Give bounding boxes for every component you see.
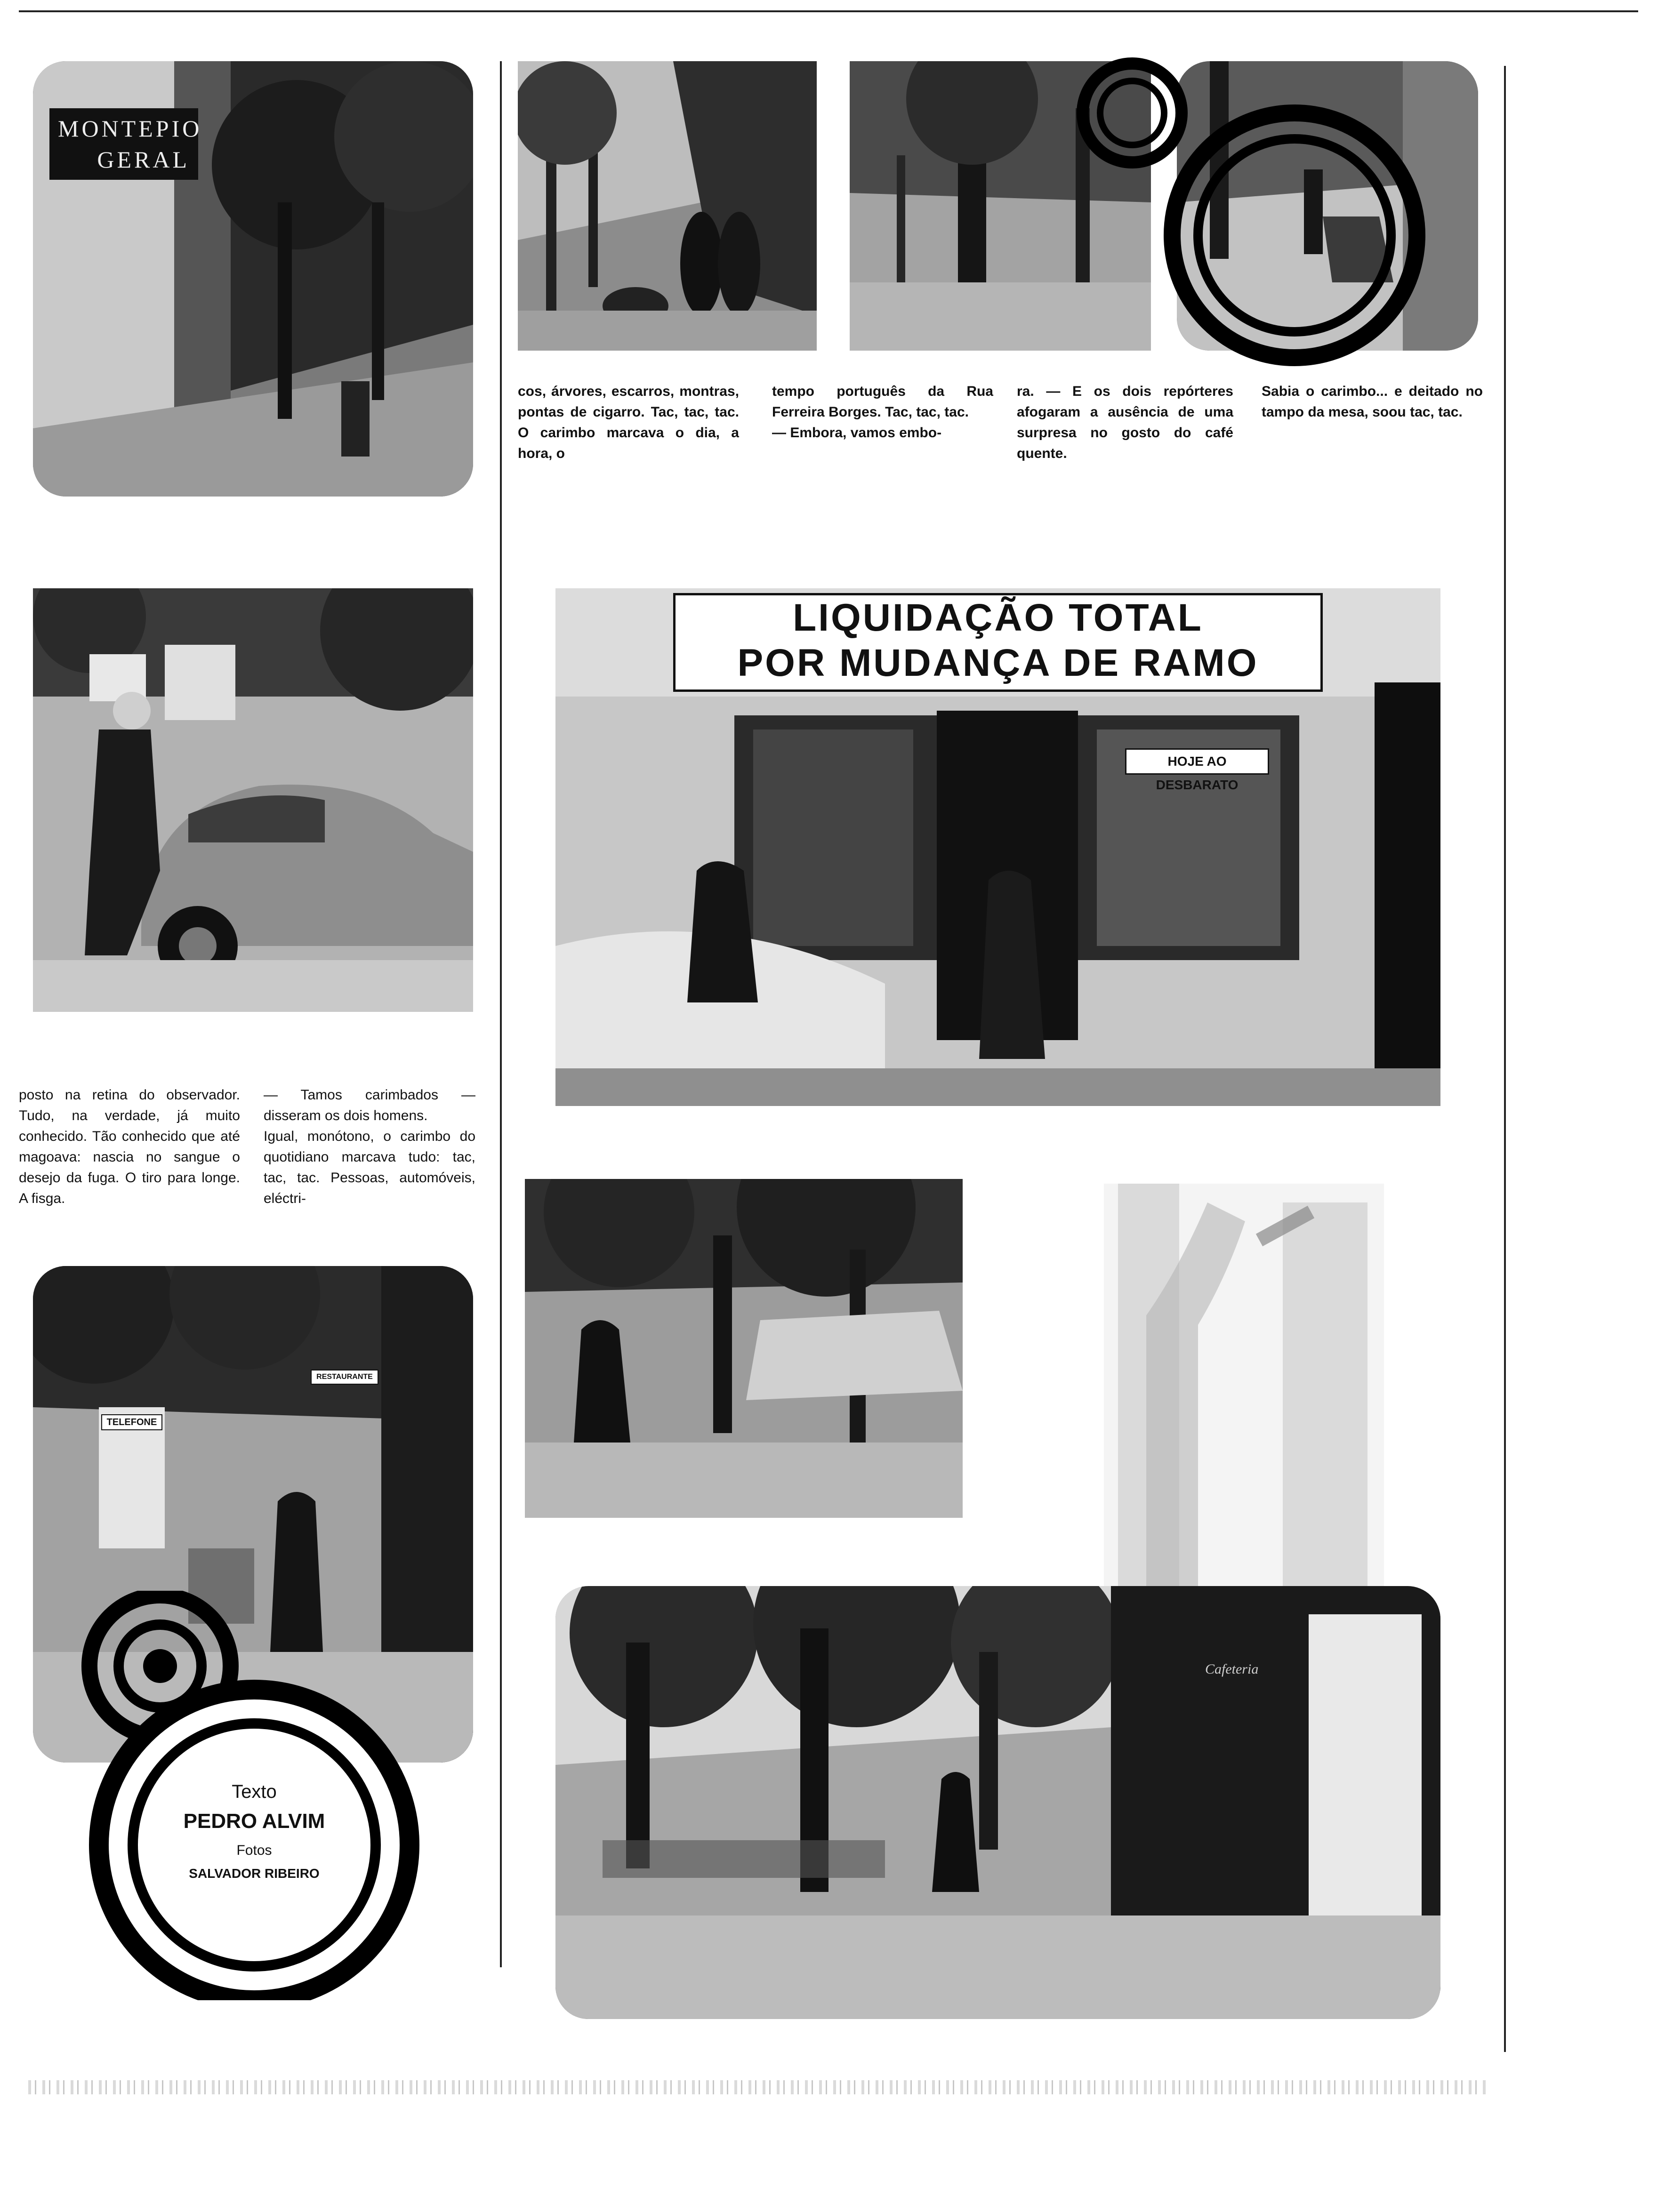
window-card: HOJE AO DESBARATO <box>1125 748 1269 775</box>
cafe-terrace-scene <box>555 1586 1440 2019</box>
credits-block <box>155 1767 353 1923</box>
photo-faded-strip <box>1104 1184 1384 1588</box>
text-column-top-1: cos, árvores, escarros, montras, pontas de cigarro. Tac, tac, tac. O carimbo marcava o dia, a hora, o <box>518 384 739 461</box>
photo-pavement-women <box>518 61 817 351</box>
restaurant-sign: RESTAURANTE <box>311 1370 378 1385</box>
cafe-sign: Cafeteria <box>1205 1661 1259 1677</box>
montepio-sign-line1: MONTEPIO <box>58 115 202 142</box>
top-rule <box>19 10 1638 12</box>
woman-walking-scene <box>525 1179 963 1518</box>
photo-cafe-terrace <box>555 1586 1440 2019</box>
credits-author: PEDRO ALVIM <box>183 1810 325 1833</box>
credits-photographer: SALVADOR RIBEIRO <box>189 1866 320 1881</box>
right-margin-line <box>1504 66 1506 2052</box>
text-column-left-2: — Tamos carimbados — disseram os dois homens. Igual, monótono, o carimbo do quotidiano marcava tudo: tac, tac, tac. Pessoas, automóveis, eléctri- <box>264 1087 475 1206</box>
pavement-scene <box>518 61 817 351</box>
column-divider <box>500 61 502 1967</box>
credits-fotos-label: Fotos <box>236 1843 272 1858</box>
photo-liquidacao-shop <box>555 588 1440 1106</box>
photo-volkswagen-scooter <box>33 588 473 1012</box>
montepio-sign-line2: GERAL <box>97 146 190 173</box>
banner-line-1: LIQUIDAÇÃO TOTAL <box>793 596 1203 639</box>
photo-woman-walking <box>525 1179 963 1518</box>
kiosk-label: TELEFONE <box>101 1414 162 1430</box>
text-column-left-1: posto na retina do observador. Tudo, na verdade, já muito conhecido. Tão conhecido que até magoava: nascia no sangue o desejo da fuga. O tiro para longe. A fisga. <box>19 1087 240 1206</box>
stamp-circles-icon <box>1022 42 1492 400</box>
banner-line-2: POR MUDANÇA DE RAMO <box>737 641 1259 684</box>
montepio-sign <box>49 108 202 180</box>
print-bleed-strip <box>28 2080 1488 2094</box>
text-column-top-4: Sabia o carimbo... e deitado no tampo da mesa, soou tac, tac. <box>1262 384 1483 420</box>
text-column-top-2: tempo português da Rua Ferreira Borges. Tac, tac, tac. — Embora, vamos embo- <box>772 384 993 441</box>
credits-texto-label: Texto <box>232 1781 277 1802</box>
photo-montepio-corner <box>33 61 473 497</box>
volkswagen-scene <box>33 588 473 1012</box>
liquidacao-banner <box>673 593 1323 692</box>
faded-scene <box>1104 1184 1384 1588</box>
text-column-top-3: ra. — E os dois repórteres afogaram a ausência de uma surpresa no gosto do café quente. <box>1017 384 1233 461</box>
